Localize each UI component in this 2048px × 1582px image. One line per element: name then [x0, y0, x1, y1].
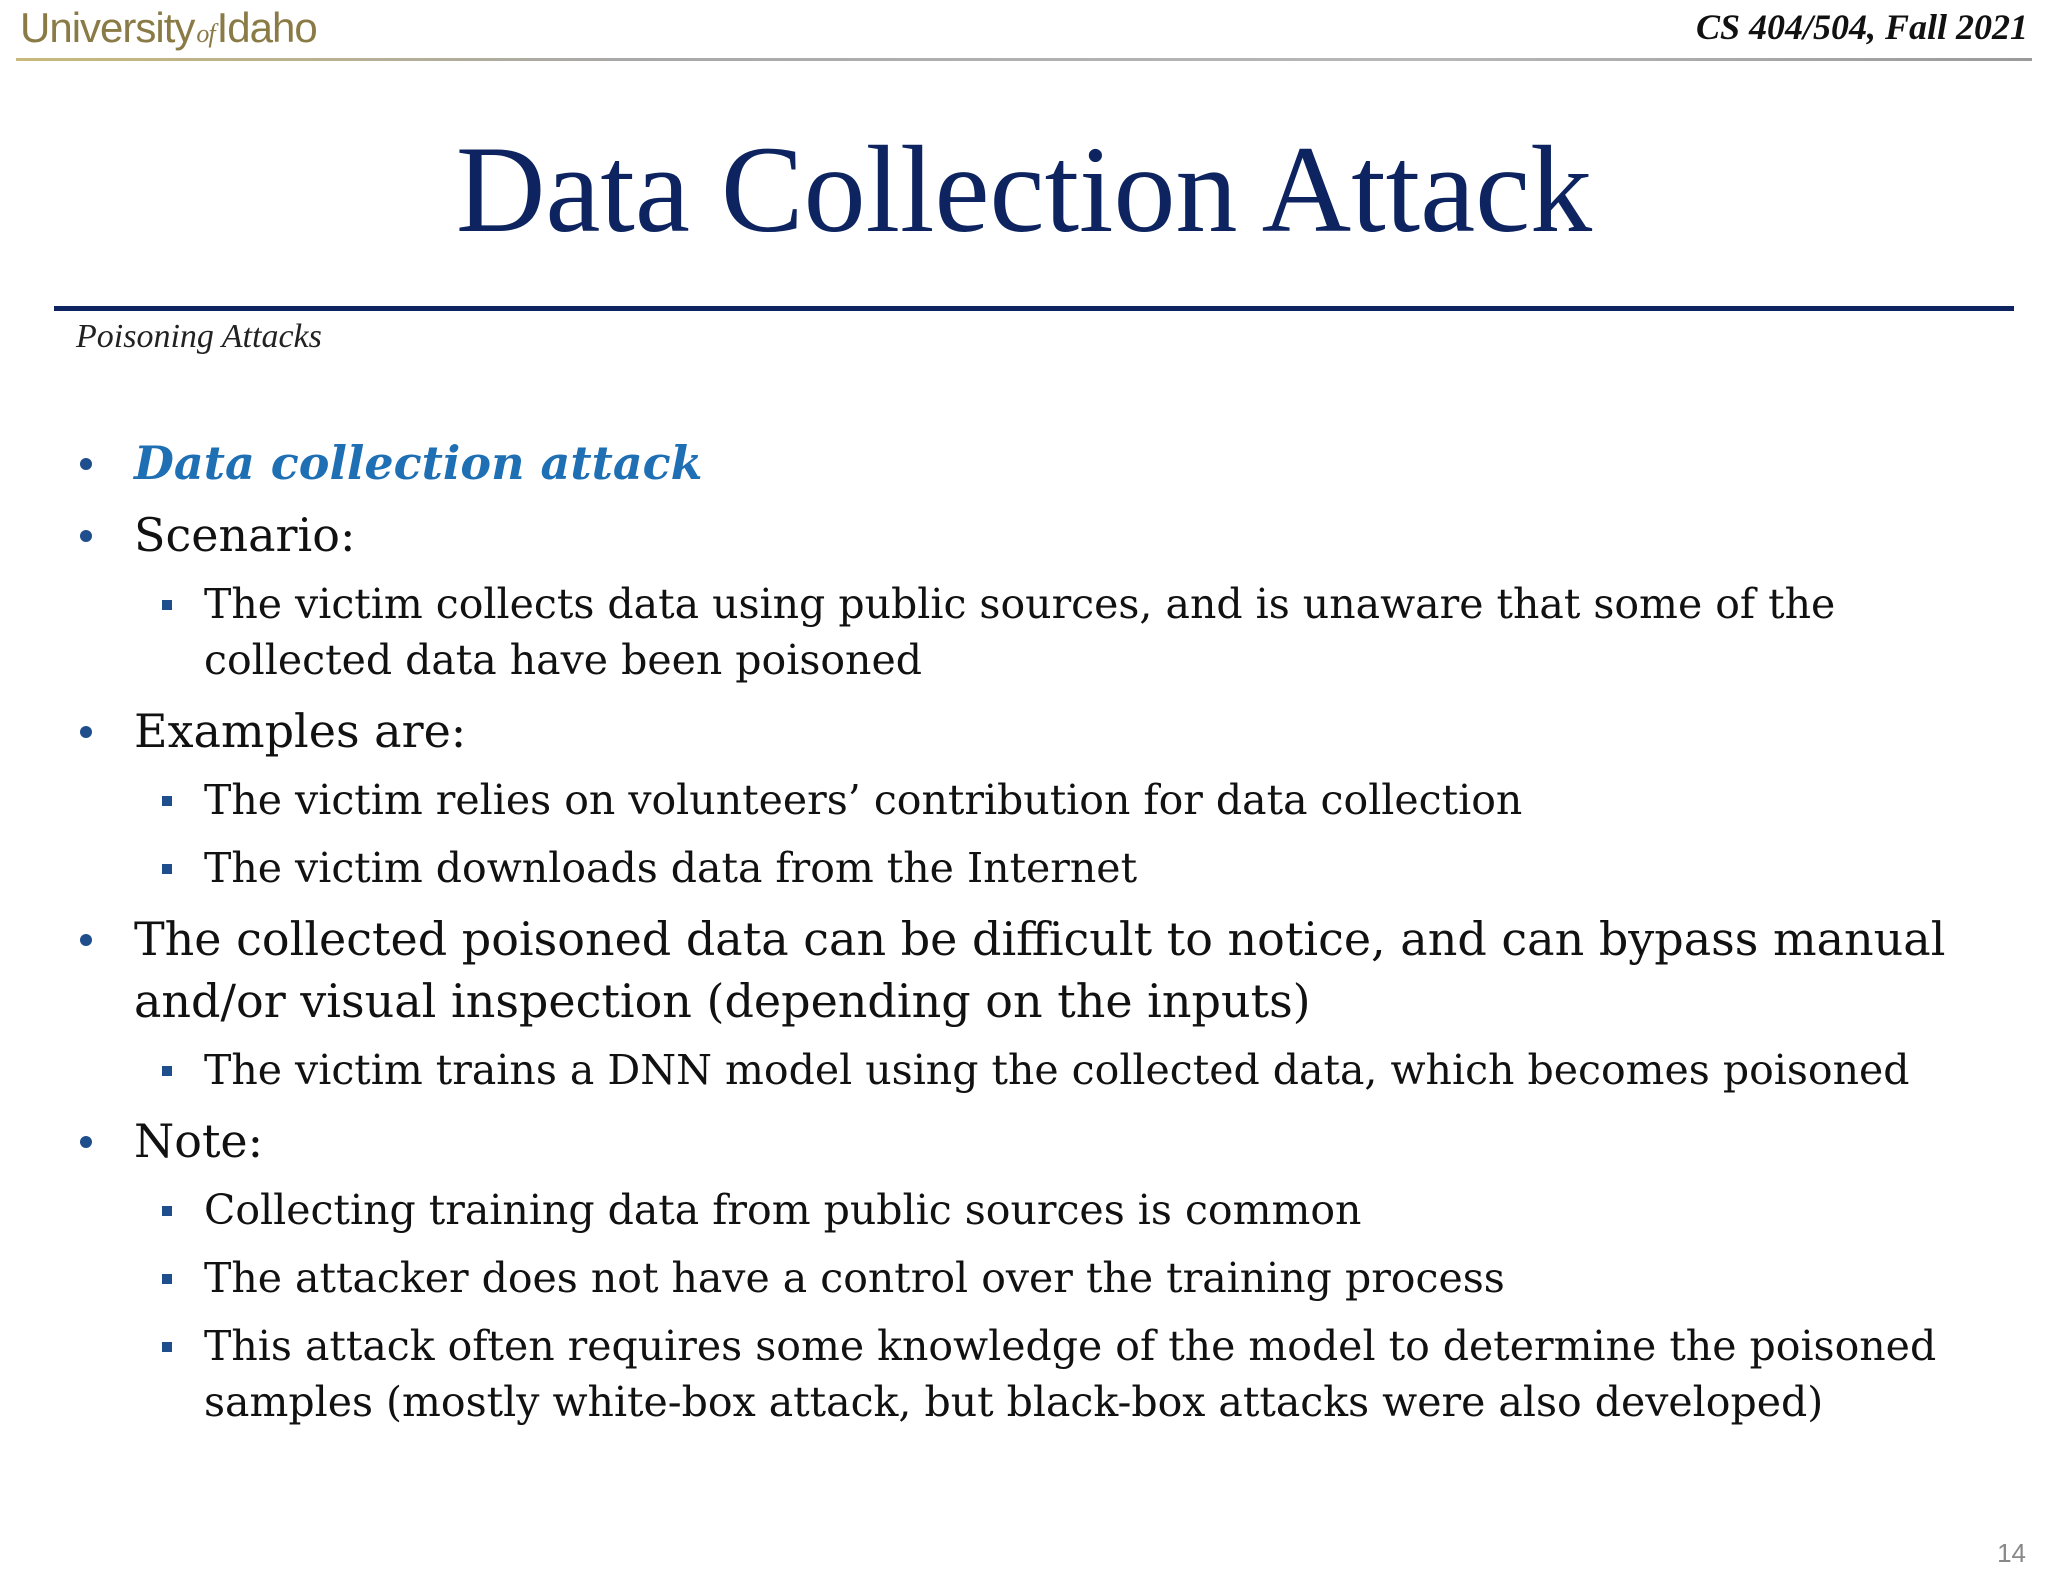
course-label: CS 404/504, Fall 2021	[1695, 7, 2028, 47]
sub-bullet-common: Collecting training data from public sources is common	[70, 1182, 1970, 1238]
logo-text-university: University	[20, 4, 195, 51]
bullet-note: Note:	[70, 1110, 1970, 1172]
bullet-scenario: Scenario:	[70, 504, 1970, 566]
logo-text-idaho: Idaho	[216, 4, 317, 51]
bullet-data-collection-attack: Data collection attack	[70, 432, 1970, 494]
bullet-examples: Examples are:	[70, 700, 1970, 762]
sub-bullet-volunteers: The victim relies on volunteers’ contribution for data collection	[70, 772, 1970, 828]
slide-title: Data Collection Attack	[455, 121, 1593, 258]
logo-text-of: of	[196, 19, 215, 48]
sub-bullet-trains-dnn: The victim trains a DNN model using the collected data, which becomes poisoned	[70, 1042, 1970, 1098]
title-divider	[54, 306, 2014, 311]
sub-bullet-requires-knowledge: This attack often requires some knowledge of the model to determine the poisoned samples (mostly white-box attack, but black-box attacks were also developed)	[70, 1318, 1970, 1430]
page-number: 14	[1997, 1538, 2026, 1568]
sub-bullet-no-control: The attacker does not have a control over the training process	[70, 1250, 1970, 1306]
sub-bullet-victim-collects: The victim collects data using public sources, and is unaware that some of the collected data have been poisoned	[70, 576, 1970, 688]
section-label: Poisoning Attacks	[76, 318, 322, 355]
sub-bullet-internet: The victim downloads data from the Internet	[70, 840, 1970, 896]
bullet-difficult-to-notice: The collected poisoned data can be difficult to notice, and can bypass manual and/or visual inspection (depending on the inputs)	[70, 908, 1970, 1032]
header-divider	[16, 58, 2032, 61]
slide-content	[70, 432, 1970, 1442]
university-logo	[20, 4, 317, 52]
